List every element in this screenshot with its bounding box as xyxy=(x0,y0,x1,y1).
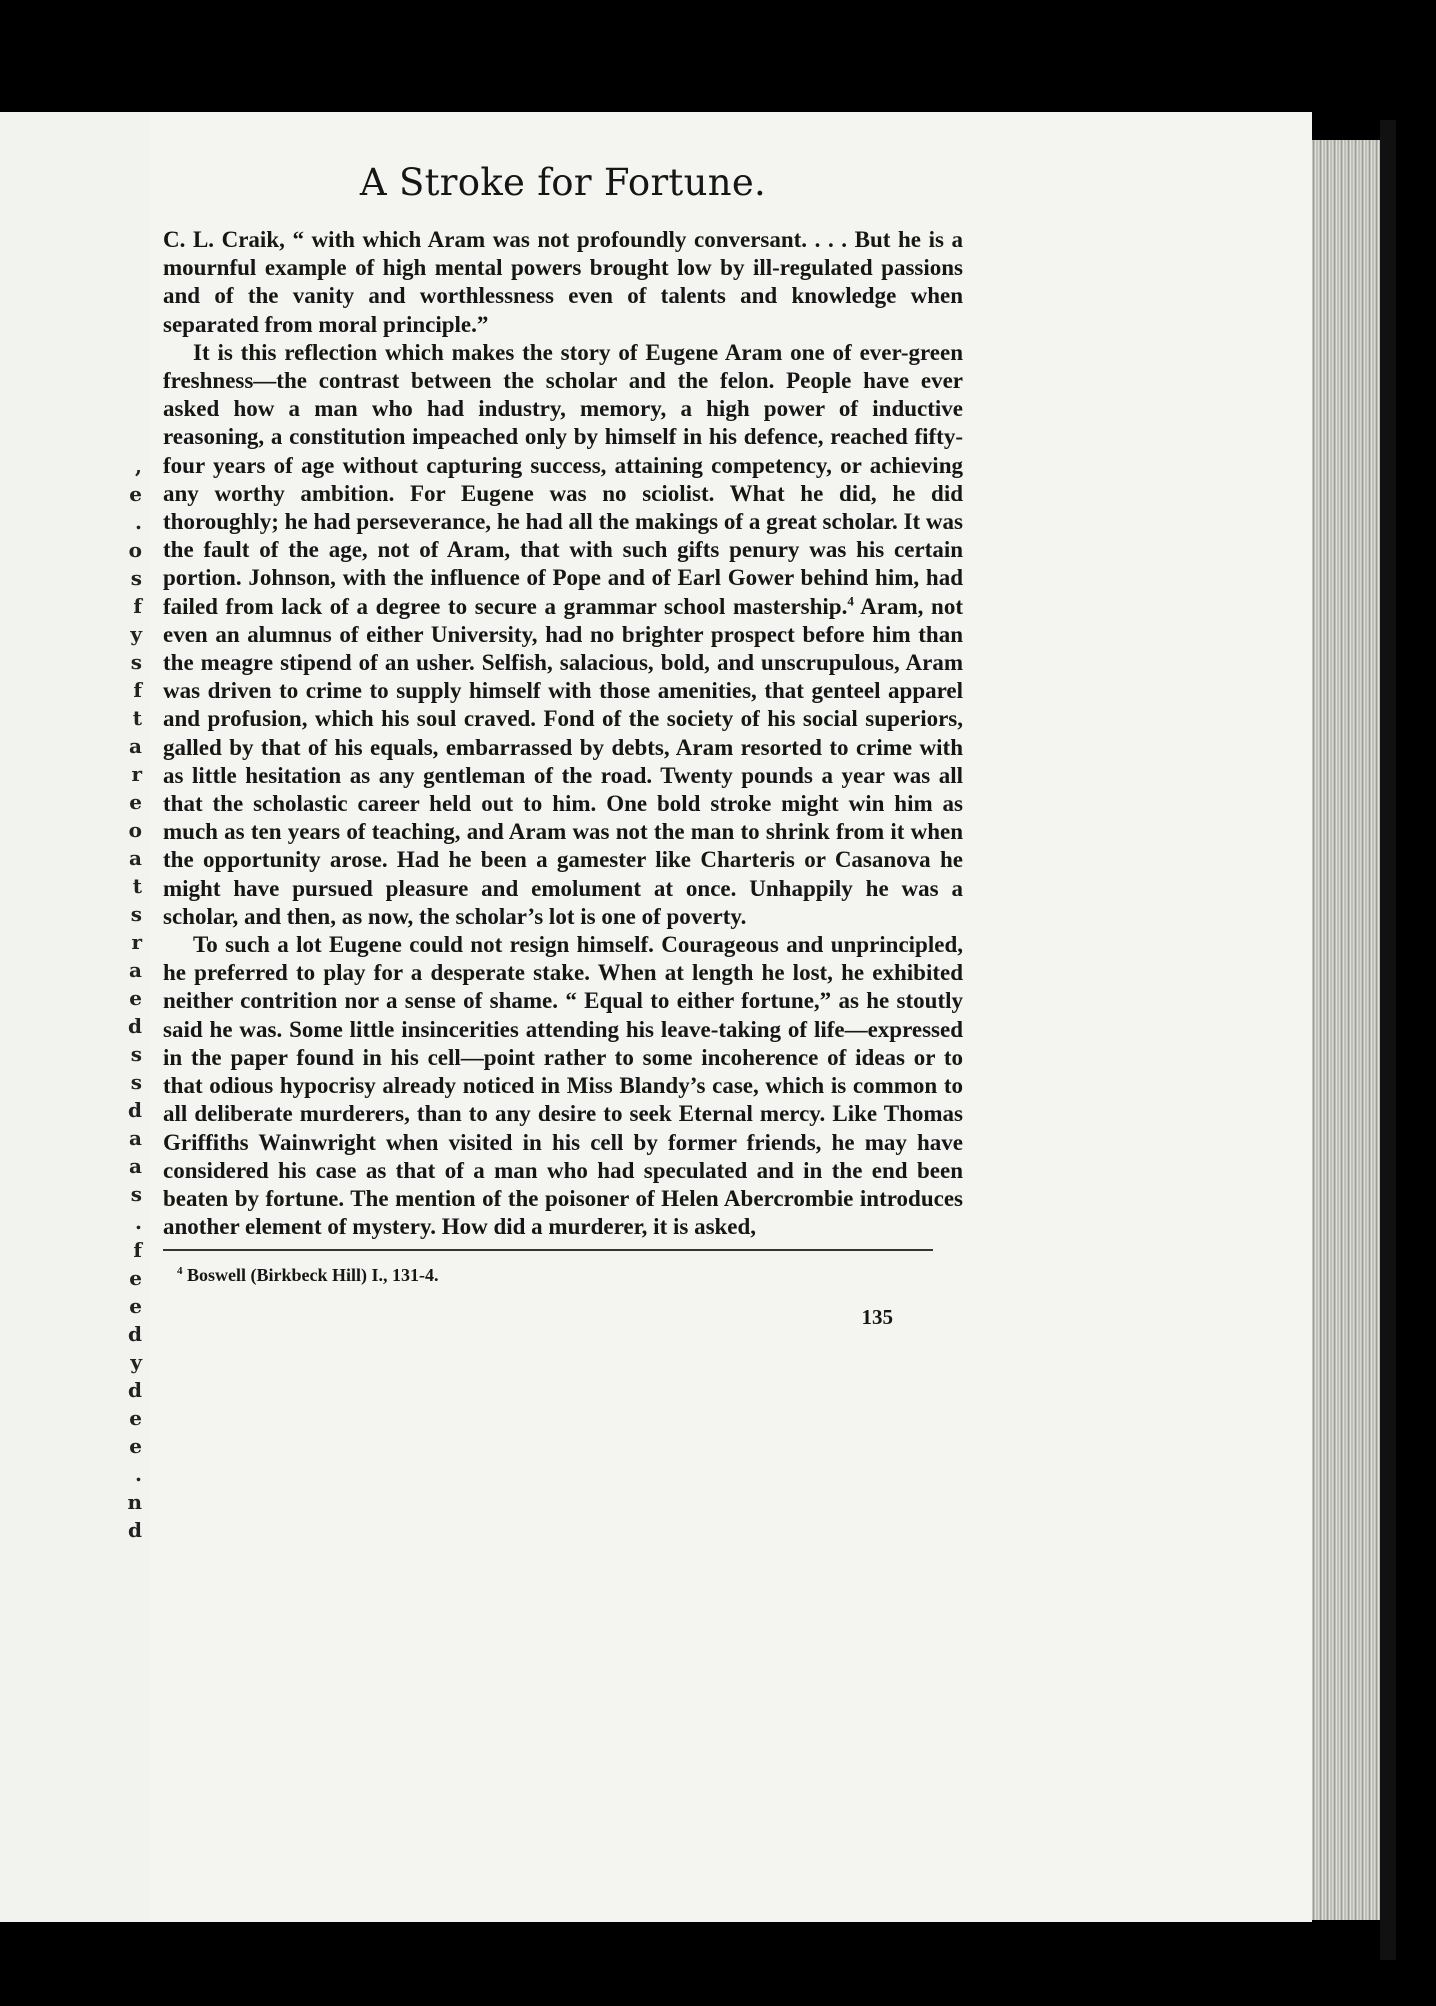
paragraph-2-text: It is this reflection which makes the story of Eugene Aram one of ever-green freshness—the contrast between the scholar and the felon. People have ever asked how a man who had industry, memory, a high power of inductive reasoning, a constitution impeached only by himself in his defence, reached fifty-four years of age without capturing success, attaining competency, or achieving any worthy ambition. For Eugene was no sciolist. What he did, he did thoroughly; he had perseverance, he had all the makings of a great scholar. It was the fault of the age, not of Aram, that with such gifts penury was his certain portion. Johnson, with the influence of Pope and of Earl Gower behind him, had failed from lack of a degree to secure a grammar school mastership. xyxy=(163,339,963,619)
previous-page-edge-letter: f xyxy=(133,678,142,702)
previous-page-edge-letter: a xyxy=(129,734,142,758)
previous-page-edge-letter: t xyxy=(132,706,142,730)
previous-page-edge-letter: e xyxy=(129,1406,142,1430)
previous-page-edge-letter: d xyxy=(128,1378,142,1402)
previous-page-edge-letter: f xyxy=(133,594,142,618)
paragraph-2 xyxy=(163,339,963,931)
previous-page-edge-letter: o xyxy=(128,818,142,842)
previous-page-edge-letter: . xyxy=(135,510,142,534)
previous-page-edge-letter: s xyxy=(130,1042,142,1066)
previous-page-edge-letter: a xyxy=(129,1154,142,1178)
previous-page-edge-letters xyxy=(127,452,142,1544)
previous-page-edge-letter: o xyxy=(128,538,142,562)
previous-page-edge-letter: r xyxy=(131,930,142,954)
previous-page-edge-letter: s xyxy=(130,566,142,590)
previous-page-edge-letter: . xyxy=(135,1210,142,1234)
footnote-text: Boswell (Birkbeck Hill) I., 131-4. xyxy=(187,1265,439,1286)
footnote-rule xyxy=(163,1249,933,1251)
previous-page-edge-letter: e xyxy=(129,1266,142,1290)
previous-page-edge-letter: e xyxy=(129,482,142,506)
paragraph-2-text-continued: Aram, not even an alumnus of either University, had no brighter prospect before him than the meagre stipend of an usher. Selfish, salacious, bold, and unscrupulous, Aram was driven to crime to supply himself with those amenities, that genteel apparel and profusion, which his soul craved. Fond of the society of his social superiors, galled by that of his equals, embarrassed by debts, Aram resorted to crime with as little hesitation as any gentleman of the road. Twenty pounds a year was all that the scholastic career held out to him. One bold stroke might win him as much as ten years of teaching, and Aram was not the man to shrink from it when the opportunity arose. Had he been a gamester like Charteris or Casanova he might have pursued pleasure and emolument at once. Unhappily he was a scholar, and then, as now, the scholar’s lot is one of poverty. xyxy=(163,593,963,929)
page-content xyxy=(163,158,963,1330)
previous-page-edge-letter: , xyxy=(135,454,142,478)
previous-page-edge-letter: d xyxy=(128,1518,142,1542)
previous-page-edge-letter: a xyxy=(129,846,142,870)
previous-page-edge-letter: n xyxy=(127,1490,142,1514)
previous-page-edge-letter: s xyxy=(130,902,142,926)
running-title: A Stroke for Fortune. xyxy=(359,161,767,204)
paragraph-1 xyxy=(163,226,963,339)
previous-page-edge-letter: e xyxy=(129,790,142,814)
previous-page-edge-letter: a xyxy=(129,1126,142,1150)
previous-page-edge-letter: s xyxy=(130,1182,142,1206)
previous-page-edge-letter: t xyxy=(132,874,142,898)
previous-page-edge-letter: e xyxy=(129,1434,142,1458)
previous-page-edge xyxy=(0,112,154,1922)
previous-page-edge-letter: s xyxy=(130,650,142,674)
previous-page-edge-letter: d xyxy=(128,1322,142,1346)
previous-page-edge-letter: r xyxy=(131,762,142,786)
previous-page-edge-letter: d xyxy=(128,1098,142,1122)
paragraph-3-text: To such a lot Eugene could not resign himself. Courageous and unprincipled, he preferred to play for a desperate stake. When at length he lost, he exhibited neither contrition nor a sense of shame. “ Equal to either fortune,” as he stoutly said he was. Some little insincerities attending his leave-taking of life—expressed in the paper found in his cell—point rather to some incoherence of ideas or to that odious hypocrisy already noticed in Miss Blandy’s case, which is common to all deliberate murderers, than to any desire to seek Eternal mercy. Like Thomas Griffiths Wainwright when visited in his cell by former friends, he may have considered his case as that of a man who had speculated and in the end been beaten by fortune. The mention of the poisoner of Helen Abercrombie introduces another element of mystery. How did a murderer, it is asked, xyxy=(163,932,963,1240)
footnote-marker: 4 xyxy=(177,1265,183,1278)
previous-page-edge-letter: y xyxy=(130,622,142,646)
previous-page-edge-letter: s xyxy=(130,1070,142,1094)
previous-page-edge-letter: y xyxy=(130,1350,142,1374)
paragraph-3 xyxy=(163,931,963,1241)
page-number: 135 xyxy=(861,1305,893,1330)
previous-page-edge-letter: d xyxy=(128,1014,142,1038)
previous-page-edge-letter: . xyxy=(135,1462,142,1486)
previous-page-edge-letter: a xyxy=(129,958,142,982)
previous-page-edge-letter: f xyxy=(133,1238,142,1262)
footnote-reference[interactable]: 4 xyxy=(847,592,854,608)
page-stack-edges xyxy=(1312,140,1380,1920)
previous-page-edge-letter: e xyxy=(129,986,142,1010)
previous-page-edge-letter: e xyxy=(129,1294,142,1318)
footnote xyxy=(163,1259,963,1287)
paragraph-1-text: C. L. Craik, “ with which Aram was not profoundly conversant. . . . But he is a mournful example of high mental powers brought low by ill-regulated passions and of the vanity and worthlessness even of talents and knowledge when separated from moral principle.” xyxy=(163,227,963,337)
